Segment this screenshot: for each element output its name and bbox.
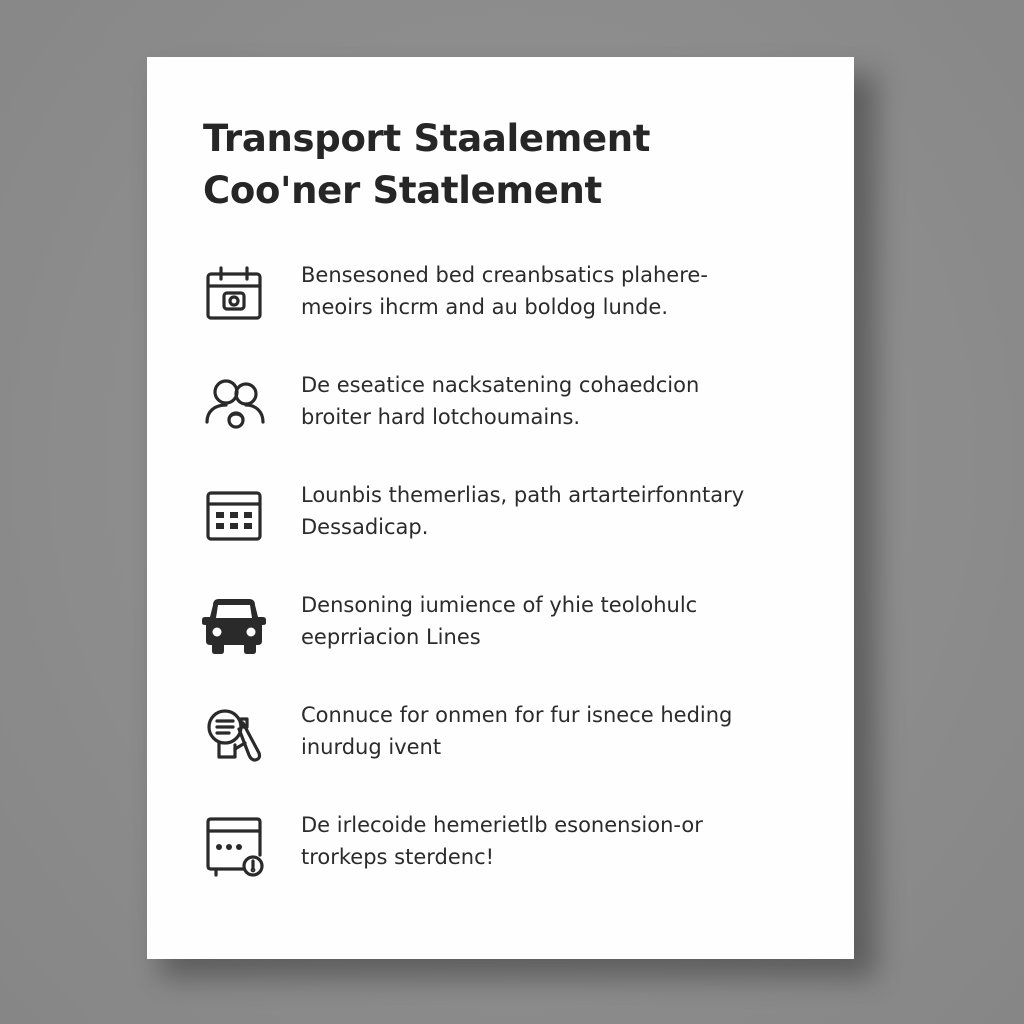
list-item [199,479,809,589]
item-line-2: meoirs ihcrm and au boldog lunde. [301,295,669,319]
item-line-1: Bensesoned bed creanbsatics plahere- [301,263,708,287]
item-line-1: De eseatice nacksatening cohaedcion [301,373,700,397]
person-wrench-icon [199,705,271,767]
item-text [301,809,801,873]
item-text [301,259,801,323]
statement-list [199,259,809,919]
item-text [301,699,801,763]
item-line-1: Lounbis themerlias, path artarteirfonntary [301,483,745,507]
list-item [199,369,809,479]
calendar-clock-icon [199,815,271,877]
item-line-1: De irlecoide hemerietlb esonension-or [301,813,703,837]
list-item [199,699,809,809]
list-item [199,589,809,699]
item-line-2: inurdug ivent [301,735,442,759]
item-text [301,479,801,543]
item-line-2: Dessadicap. [301,515,429,539]
document-title [203,113,650,217]
item-text [301,369,801,433]
item-line-2: broiter hard lotchoumains. [301,405,581,429]
people-icon [199,375,271,437]
list-item [199,259,809,369]
title-line-2: Coo'ner Statlement [203,169,602,212]
item-line-2: trorkeps sterdenc! [301,845,495,869]
car-icon [199,595,271,657]
calendar-grid-icon [199,485,271,547]
item-text [301,589,801,653]
calendar-camera-icon [199,265,271,327]
title-line-1: Transport Staalement [203,117,651,160]
document-page [147,57,854,959]
item-line-1: Connuce for onmen for fur isnece heding [301,703,733,727]
item-line-2: eeprriacion Lines [301,625,481,649]
item-line-1: Densoning iumience of yhie teolohulc [301,593,698,617]
list-item [199,809,809,919]
